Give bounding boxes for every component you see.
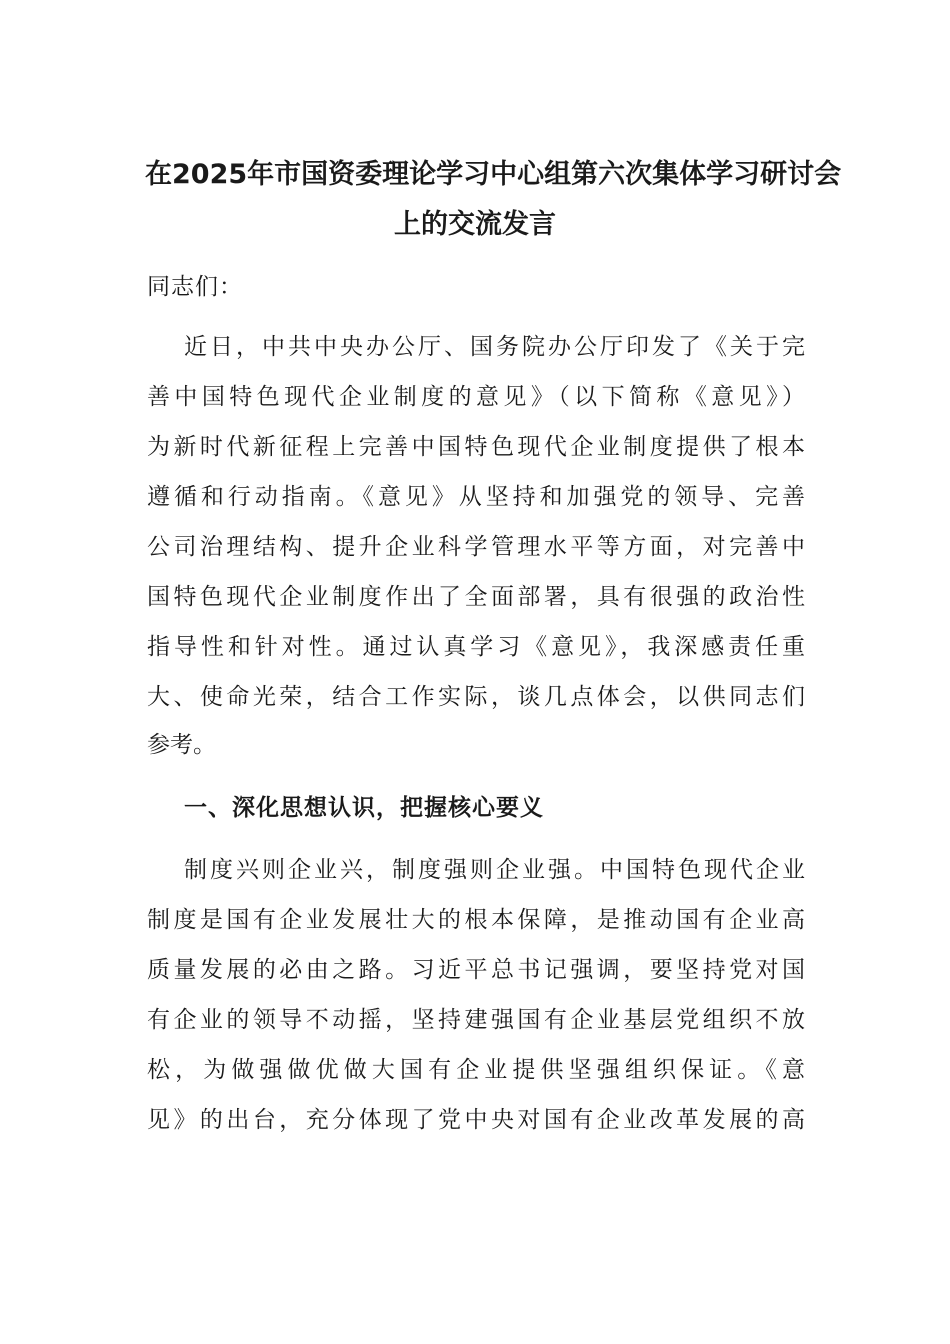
paragraph-2-line: 见》的出台，充分体现了党中央对国有企业改革发展的高 <box>147 1107 805 1133</box>
document-title-line-2: 上的交流发言 <box>394 209 556 240</box>
paragraph-1-line: 公司治理结构、提升企业科学管理水平等方面，对完善中 <box>147 534 805 560</box>
paragraph-1-line: 近日，中共中央办公厅、国务院办公厅印发了《关于完 <box>184 334 805 360</box>
paragraph-2-line: 质量发展的必由之路。习近平总书记强调，要坚持党对国 <box>147 957 805 983</box>
paragraph-2-line: 制度是国有企业发展壮大的根本保障，是推动国有企业高 <box>147 907 805 933</box>
paragraph-1-line: 参考。 <box>147 732 216 758</box>
paragraph-2-line: 制度兴则企业兴，制度强则企业强。中国特色现代企业 <box>184 857 805 883</box>
paragraph-1-line: 遵循和行动指南。《意见》从坚持和加强党的领导、完善 <box>147 484 805 510</box>
greeting: 同志们： <box>147 274 243 300</box>
paragraph-1-line: 善中国特色现代企业制度的意见》（以下简称《意见》） <box>147 384 805 410</box>
paragraph-1-line: 大、使命光荣，结合工作实际，谈几点体会，以供同志们 <box>147 684 805 710</box>
paragraph-2-line: 松，为做强做优做大国有企业提供坚强组织保证。《意 <box>147 1057 805 1083</box>
paragraph-2-line: 有企业的领导不动摇，坚持建强国有企业基层党组织不放 <box>147 1007 805 1033</box>
section-heading: 一、深化思想认识，把握核心要义 <box>184 795 544 821</box>
paragraph-1-line: 指导性和针对性。通过认真学习《意见》，我深感责任重 <box>147 634 805 660</box>
paragraph-1-line: 国特色现代企业制度作出了全面部署，具有很强的政治性 <box>147 584 805 610</box>
document-title-line-1: 在2025年市国资委理论学习中心组第六次集体学习研讨会 <box>145 159 842 190</box>
paragraph-1-line: 为新时代新征程上完善中国特色现代企业制度提供了根本 <box>147 434 805 460</box>
